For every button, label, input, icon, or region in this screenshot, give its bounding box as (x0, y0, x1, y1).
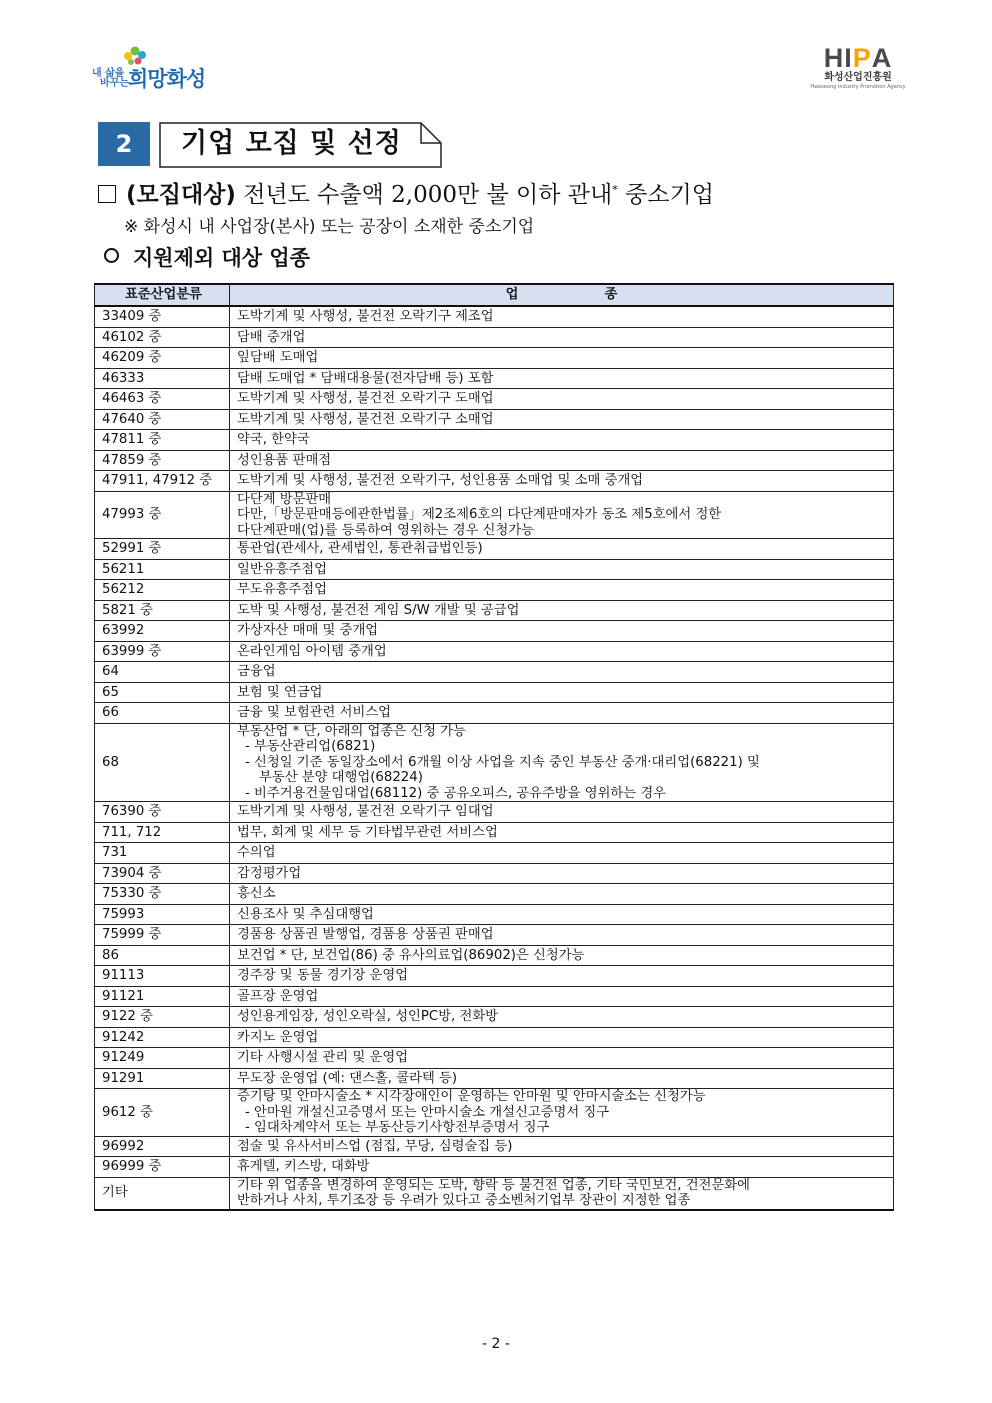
description-line: 도박기계 및 사행성, 불건전 오락기구 임대업 (237, 804, 494, 819)
industry-code: 91113 (95, 966, 230, 987)
header-classification: 표준산업분류 (95, 284, 230, 306)
logo-text-line2: 바꾸는 (100, 78, 129, 89)
table-row (95, 450, 894, 471)
description-line: 약국, 한약국 (237, 432, 310, 447)
hipa-mark: HIPA (823, 43, 893, 73)
industry-description (230, 703, 894, 724)
table-row (95, 682, 894, 703)
industry-description (230, 822, 894, 843)
table-row (95, 1027, 894, 1048)
table-row (95, 621, 894, 642)
description-line: 도박 및 사행성, 불건전 게임 S/W 개발 및 공급업 (237, 602, 520, 618)
description-line: - 부동산관리업(6821) (245, 739, 376, 754)
description-line: 다단계판매(업)를 등록하여 영위하는 경우 신청가능 (237, 522, 535, 538)
industry-code: 63999 중 (95, 641, 230, 662)
industry-code: 91291 (95, 1068, 230, 1089)
industry-description (230, 843, 894, 864)
description-line: 금융업 (237, 664, 276, 679)
table-row (95, 1157, 894, 1178)
industry-description (230, 600, 894, 621)
excluded-industries-heading: 지원제외 대상 업종 (104, 242, 310, 272)
industry-description (230, 966, 894, 987)
industry-code: 96992 (95, 1136, 230, 1157)
industry-description (230, 641, 894, 662)
industry-description (230, 327, 894, 348)
description-line: 가상자산 매매 및 중개업 (237, 623, 379, 638)
industry-description (230, 662, 894, 683)
description-line: 수의업 (237, 845, 276, 860)
table-row (95, 327, 894, 348)
table-row (95, 580, 894, 601)
industry-code: 76390 중 (95, 802, 230, 823)
table-row (95, 863, 894, 884)
recruit-note: ※ 화성시 내 사업장(본사) 또는 공장이 소재한 중소기업 (124, 217, 535, 237)
industry-description (230, 1048, 894, 1069)
industry-code: 75993 (95, 904, 230, 925)
description-line: 경주장 및 동물 경기장 운영업 (237, 968, 409, 983)
description-line: 골프장 운영업 (237, 988, 319, 1004)
description-line: 경품용 상품권 발행업, 경품용 상품권 판매업 (237, 927, 494, 942)
table-row (95, 368, 894, 389)
description-line: 부동산업 * 단, 아래의 업종은 신청 가능 (237, 723, 466, 739)
description-line: 부동산 분양 대행업(68224) (259, 770, 423, 785)
recruit-target-text-end: 중소기업 (625, 182, 714, 208)
table-row (95, 491, 894, 539)
logo-text-line1: 내 삶을 (92, 68, 125, 79)
industry-code: 91242 (95, 1027, 230, 1048)
description-line: 다만,「방문판매등에관한법률」제2조제6호의 다단계판매자가 동조 제5호에서 정한 (237, 507, 722, 522)
industry-code: 46333 (95, 368, 230, 389)
table-row (95, 966, 894, 987)
table-row (95, 471, 894, 492)
industry-code: 711, 712 (95, 822, 230, 843)
industry-code: 56212 (95, 580, 230, 601)
hipa-english-name: Hwaseong Industry Promotion Agency (810, 84, 906, 90)
industry-code: 86 (95, 945, 230, 966)
circle-bullet-icon (104, 248, 119, 263)
description-line: 온라인게임 아이템 중개업 (237, 643, 387, 659)
industry-code: 65 (95, 682, 230, 703)
hwaseong-logo (92, 46, 214, 94)
table-row (95, 430, 894, 451)
description-line: 법무, 회계 및 세무 등 기타법무관련 서비스업 (237, 824, 498, 840)
table-header-row (95, 284, 894, 306)
table-row (95, 1136, 894, 1157)
table-row (95, 904, 894, 925)
table-row (95, 539, 894, 560)
description-line: 담배 도매업 * 담배대용물(전자담배 등) 포함 (237, 370, 494, 386)
table-row (95, 986, 894, 1007)
description-line: 일반유흥주점업 (237, 561, 327, 577)
table-row (95, 389, 894, 410)
industry-description (230, 986, 894, 1007)
section-number: 2 (98, 122, 150, 166)
industry-code: 96999 중 (95, 1157, 230, 1178)
industry-description (230, 802, 894, 823)
table-row (95, 1068, 894, 1089)
industry-code: 47911, 47912 중 (95, 471, 230, 492)
description-line: 담배 중개업 (237, 329, 306, 345)
asterisk-mark: * (612, 183, 618, 197)
industry-description (230, 945, 894, 966)
description-line: 휴게텔, 키스방, 대화방 (237, 1159, 370, 1174)
description-line: 신용조사 및 추심대행업 (237, 906, 374, 922)
excluded-industries-table (94, 283, 894, 1211)
industry-code: 46463 중 (95, 389, 230, 410)
industry-description (230, 904, 894, 925)
table-row (95, 348, 894, 369)
industry-code: 46209 중 (95, 348, 230, 369)
industry-description (230, 491, 894, 539)
description-line: 금융 및 보험관련 서비스업 (237, 705, 391, 720)
industry-description (230, 368, 894, 389)
checkbox-square-icon (98, 185, 116, 203)
description-line: - 안마원 개설신고증명서 또는 안마시술소 개설신고증명서 징구 (245, 1104, 610, 1120)
page-number: - 2 - (482, 1336, 510, 1352)
industry-code: 66 (95, 703, 230, 724)
industry-description (230, 1136, 894, 1157)
industry-description (230, 621, 894, 642)
description-line: 잎담배 도매업 (237, 350, 319, 365)
description-line: 감정평가업 (237, 865, 302, 881)
industry-description (230, 1177, 894, 1210)
industry-description (230, 409, 894, 430)
industry-code: 56211 (95, 559, 230, 580)
description-line: 성인용게임장, 성인오락실, 성인PC방, 전화방 (237, 1009, 499, 1024)
industry-description (230, 1157, 894, 1178)
industry-description (230, 925, 894, 946)
header-industry: 업종 (230, 284, 894, 306)
industry-description (230, 1027, 894, 1048)
table-row (95, 945, 894, 966)
description-line: 보건업 * 단, 보건업(86) 중 유사의료업(86902)은 신청가능 (237, 947, 585, 963)
industry-description (230, 1089, 894, 1137)
industry-description (230, 1068, 894, 1089)
industry-code: 64 (95, 662, 230, 683)
table-row (95, 822, 894, 843)
description-line: - 비주거용건물임대업(68112) 중 공유오피스, 공유주방을 영위하는 경우 (245, 785, 667, 801)
industry-description (230, 539, 894, 560)
industry-code: 33409 중 (95, 306, 230, 327)
table-row (95, 662, 894, 683)
section-title: 기업 모집 및 선정 (181, 128, 402, 159)
industry-code: 9612 중 (95, 1089, 230, 1137)
table-row (95, 1177, 894, 1210)
industry-code: 5821 중 (95, 600, 230, 621)
description-line: 성인용품 판매점 (237, 452, 332, 468)
description-line: 도박기계 및 사행성, 불건전 오락기구, 성인용품 소매업 및 소매 중개업 (237, 473, 644, 488)
industry-description (230, 430, 894, 451)
description-line: 통관업(관세사, 관세법인, 통관취급법인등) (237, 541, 483, 556)
industry-code: 기타 (95, 1177, 230, 1210)
description-line: 증기탕 및 안마시술소 * 시각장애인이 운영하는 안마원 및 안마시술소는 신청가능 (237, 1089, 706, 1104)
logo-text-main: 희망화성 (128, 67, 206, 91)
industry-description (230, 682, 894, 703)
table-row (95, 1007, 894, 1028)
industry-code: 52991 중 (95, 539, 230, 560)
table-body (95, 306, 894, 1210)
industry-description (230, 306, 894, 327)
industry-description (230, 723, 894, 802)
table-row (95, 843, 894, 864)
table-row (95, 925, 894, 946)
description-line: 기타 사행시설 관리 및 운영업 (237, 1050, 409, 1065)
industry-code: 731 (95, 843, 230, 864)
industry-code: 47640 중 (95, 409, 230, 430)
industry-code: 68 (95, 723, 230, 802)
description-line: 보험 및 연금업 (237, 684, 323, 700)
industry-description (230, 884, 894, 905)
table-row (95, 306, 894, 327)
industry-code: 91249 (95, 1048, 230, 1069)
table-row (95, 1089, 894, 1137)
table-row (95, 703, 894, 724)
industry-code: 46102 중 (95, 327, 230, 348)
industry-code: 47811 중 (95, 430, 230, 451)
description-line: 점술 및 유사서비스업 (점집, 무당, 심령술집 등) (237, 1138, 513, 1154)
description-line: 반하거나 사치, 투기조장 등 우려가 있다고 중소벤처기업부 장관이 지정한 업종 (237, 1193, 691, 1208)
description-line: 무도장 운영업 (예: 댄스홀, 콜라텍 등) (237, 1070, 458, 1086)
industry-description (230, 1007, 894, 1028)
hipa-korean-name: 화성산업진흥원 (824, 72, 892, 83)
industry-description (230, 389, 894, 410)
industry-code: 9122 중 (95, 1007, 230, 1028)
industry-code: 75999 중 (95, 925, 230, 946)
industry-code: 63992 (95, 621, 230, 642)
industry-code: 47993 중 (95, 491, 230, 539)
industry-description (230, 863, 894, 884)
description-line: - 임대차계약서 또는 부동산등기사항전부증명서 징구 (245, 1120, 550, 1135)
industry-description (230, 348, 894, 369)
description-line: 도박기계 및 사행성, 불건전 오락기구 소매업 (237, 411, 494, 427)
table-row (95, 884, 894, 905)
table-row (95, 1048, 894, 1069)
hipa-logo (810, 44, 906, 96)
table-row (95, 723, 894, 802)
description-line: 도박기계 및 사행성, 불건전 오락기구 도매업 (237, 391, 494, 406)
industry-code: 75330 중 (95, 884, 230, 905)
description-line: 카지노 운영업 (237, 1029, 319, 1045)
table-row (95, 641, 894, 662)
industry-code: 91121 (95, 986, 230, 1007)
description-line: 무도유흥주점업 (237, 582, 327, 597)
industry-description (230, 559, 894, 580)
description-line: - 신청일 기준 동일장소에서 6개월 이상 사업을 지속 중인 부동산 중개·대리업(68221) 및 (245, 754, 760, 770)
table-row (95, 802, 894, 823)
description-line: 도박기계 및 사행성, 불건전 오락기구 제조업 (237, 309, 494, 324)
industry-description (230, 450, 894, 471)
description-line: 기타 위 업종을 변경하여 운영되는 도박, 향락 등 불건전 업종, 기타 국민보건, 건전문화에 (237, 1177, 750, 1193)
industry-description (230, 471, 894, 492)
recruit-target-heading (98, 176, 714, 209)
description-line: 다단계 방문판매 (237, 491, 332, 507)
description-line: 흥신소 (237, 886, 276, 901)
industry-code: 73904 중 (95, 863, 230, 884)
table-row (95, 559, 894, 580)
recruit-target-label: (모집대상) (126, 182, 236, 208)
section-title-box (159, 122, 441, 166)
recruit-target-text: 전년도 수출액 2,000만 불 이하 관내 (243, 182, 613, 208)
industry-description (230, 580, 894, 601)
table-row (95, 409, 894, 430)
table-row (95, 600, 894, 621)
industry-code: 47859 중 (95, 450, 230, 471)
